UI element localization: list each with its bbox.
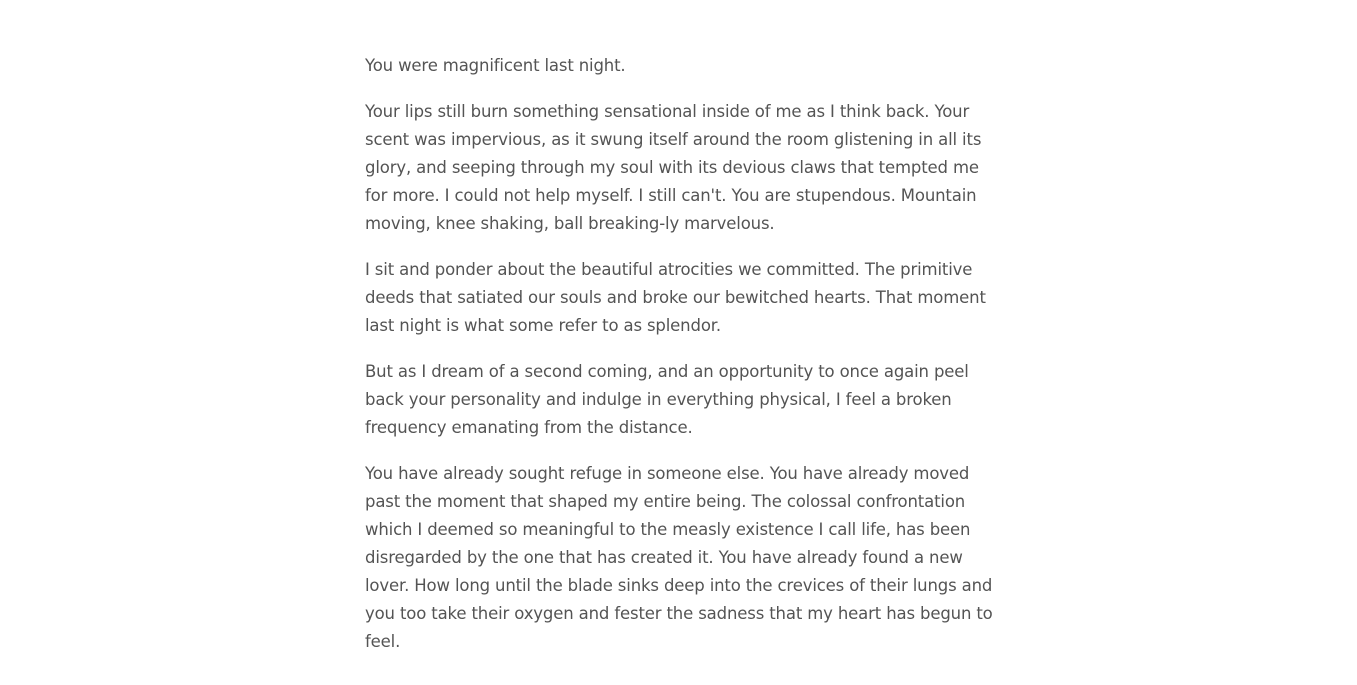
article-paragraph: But as I dream of a second coming, and an opportunity to once again peel back your personality and indulge in everything physical, I feel a broken frequency emanating from the distance. xyxy=(365,362,969,437)
article-paragraph: You have already sought refuge in someone else. You have already moved past the moment that shaped my entire being. The colossal confrontation which I deemed so meaningful to the measly existence I call life, has been disregarded by the one that has created it. You have already found a new lover. How long until the blade sinks deep into the crevices of their lungs and you too take their oxygen and fester the sadness that my heart has begun to feel. xyxy=(365,464,993,651)
article-paragraph: Your lips still burn something sensational inside of me as I think back. Your scent was impervious, as it swung itself around the room glistening in all its glory, and seeping through my soul with its devious claws that tempted me for more. I could not help myself. I still can't. You are stupendous. Mountain moving, knee shaking, ball breaking-ly marvelous. xyxy=(365,102,982,233)
article-body xyxy=(365,52,995,656)
article-paragraph: You were magnificent last night. xyxy=(365,56,626,75)
article-paragraph: I sit and ponder about the beautiful atrocities we committed. The primitive deeds that satiated our souls and broke our bewitched hearts. That moment last night is what some refer to as splendor. xyxy=(365,260,986,335)
